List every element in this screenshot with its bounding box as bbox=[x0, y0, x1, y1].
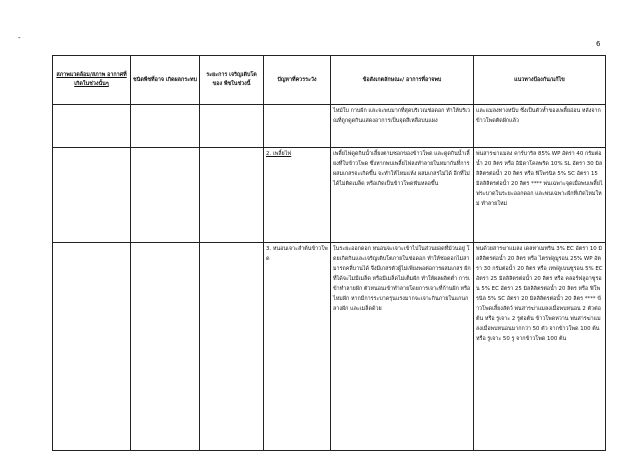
cell-environment bbox=[53, 148, 131, 243]
cell-control: พ่นด้วยสารฆ่าแมลง เดลทาเมทริน 3% EC อัตรา 10 มิลลิลิตรต่อน้ำ 20 ลิตร หรือ ไตรฟลูมูรอน 25% WP อัตรา 30 กรัมต่อน้ำ 20 ลิตร หรือ เทฟลูเบนซูรอน 5% EC อัตรา 25 มิลลิลิตรต่อน้ำ 20 ลิตร หรือ คลอร์ฟลูอาซูรอน 5% EC อัตรา 25 มิลลิลิตรต่อน้ำ 20 ลิตร หรือ ฟิโพรนิล 5% SC อัตรา 20 มิลลิลิตรต่อน้ำ 20 ลิตร **** ข้าวโพดเลี้ยงสัตว์ พ่นสารฆ่าแมลงเมื่อพบหนอน 2 ตัวต่อต้น หรือ รูเจาะ 2 รูต่อต้น ข้าวโพดหวาน พ่นสารฆ่าแมลงเมื่อพบหนอนมากกว่า 50 ตัว จากข้าวโพด 100 ต้น หรือ รูเจาะ 50 รู จากข้าวโพด 100 ต้น bbox=[474, 243, 606, 451]
cell-control: และแมลงทางหนีบ ซึ่งเป็นตัวห้ำของเพลี้ยอ่อน หลังจากข้าวโพดติดฝักแล้ว bbox=[474, 105, 606, 148]
header-crop-type: ชนิดพืชที่อาจ เกิดผลกระทบ bbox=[131, 56, 200, 105]
header-problem: ปัญหาที่ควรระวัง bbox=[264, 56, 331, 105]
header-environment: สภาพแวดล้อม/สภาพ อากาศที่เกิดในช่วงนั้นๆ bbox=[53, 56, 131, 105]
crop-problem-table bbox=[52, 55, 606, 451]
cell-growth-stage bbox=[200, 243, 264, 451]
cell-problem bbox=[264, 105, 331, 148]
cell-crop-type bbox=[131, 243, 200, 451]
cell-control: พ่นสารฆ่าแมลง คาร์บาริล 85% WP อัตรา 40 กรัมต่อน้ำ 20 ลิตร หรือ อิมิดาโคลพริด 10% SL อัตรา 30 มิลลิลิตรต่อน้ำ 20 ลิตร หรือ ฟิโพรนิล 5% SC อัตรา 15 มิลลิลิตรต่อน้ำ 20 ลิตร **** พ่นเฉพาะจุดเมื่อพบเพลี้ยไฟระบาดในระยะออกดอก และพ่นเฉพาะฝักที่เกิดไหมใหม่ ทำลายใหม่ bbox=[474, 148, 606, 243]
header-symptoms: ข้อสังเกตลักษณะ/ อาการที่อาจพบ bbox=[331, 56, 474, 105]
cell-problem: 2. เพลี้ยไฟ bbox=[264, 148, 331, 243]
cell-symptoms: ไหม้ใบ กาบฝัก และจะพบมากที่สุดบริเวณช่อดอก ทำให้บริเวณที่ถูกดูดกินแสดงอาการเป็นจุดสีเหลือบนแผง bbox=[331, 105, 474, 148]
header-growth-stage: ระยะการ เจริญเติบโตของ พืชในช่วงนี้ bbox=[200, 56, 264, 105]
table-row bbox=[53, 243, 606, 451]
table-row bbox=[53, 105, 606, 148]
cell-growth-stage bbox=[200, 148, 264, 243]
table-row bbox=[53, 148, 606, 243]
cell-crop-type bbox=[131, 148, 200, 243]
header-control: แนวทางป้องกัน/แก้ไข bbox=[474, 56, 606, 105]
cell-problem: 3. หนอนเจาะลำต้นข้าวโพด bbox=[264, 243, 331, 451]
cell-crop-type bbox=[131, 105, 200, 148]
cell-environment bbox=[53, 243, 131, 451]
cell-environment bbox=[53, 105, 131, 148]
page-number: 6 bbox=[596, 40, 601, 48]
table-header-row bbox=[53, 56, 606, 105]
cell-symptoms: ในระยะออกดอก หนอนจะเจาะเข้าไปในส่วนยอดที่ม้วนอยู่ โดยเกิดกินและเจริญเติบโตภายในช่อดอก ทำให้ช่อดอกไม่สามารถคลี่บานได้ จึงมีเกสรตัวผู้ไม่เพียงพอต่อการผสมเกสร ฝักที่ได้จะไม่มีเมล็ด หรือมีเมล็ดไม่เต็มฝัก ทำให้ผลผลิตต่ำ การเข้าทำลายฝัก ตัวหนอนเข้าทำลายโดยการเจาะที่ก้านฝัก หรือไหมฝัก หากมีการระบาดรุนแรงมากจะเจาะกินภายในแกนกลางฝัก และเมล็ดด้วย bbox=[331, 243, 474, 451]
cell-symptoms: เพลี้ยไฟดูดกินน้ำเลี้ยงตามซอกของข้าวโพด และดูดกินน้ำเลี้ยงที่ใบข้าวโพด ซึ่งหากพบเพลี้ยไฟลงทำลายในหมากันที่การผสมเกสรจะเกิดขึ้น จะทำให้ไหมแห้ง ผสมเกสรไม่ได้ อีกที่ไม่ได้ไม่ติดเมล็ด หรือเกิดเป็นข้าวโพดฟันหลอขึ้น bbox=[331, 148, 474, 243]
cell-growth-stage bbox=[200, 105, 264, 148]
corner-mark: - bbox=[18, 34, 21, 42]
